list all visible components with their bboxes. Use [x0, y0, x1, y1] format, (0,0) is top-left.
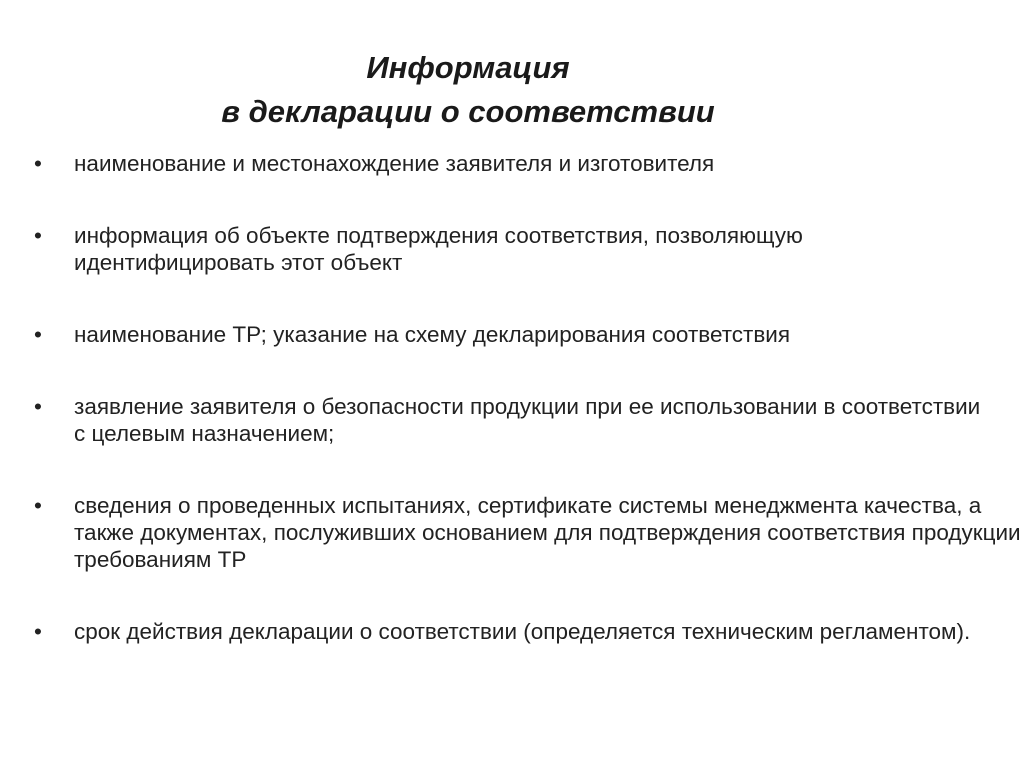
list-item [34, 321, 994, 348]
bullet-list [34, 150, 1021, 645]
list-item [34, 222, 954, 276]
list-item-text: заявление заявителя о безопасности продукции при ее использовании в соответствии с целевым назначением; [74, 394, 981, 446]
list-item-text: наименование и местонахождение заявителя и изготовителя [74, 151, 715, 176]
list-item [34, 492, 1024, 573]
bullet-icon: • [34, 223, 42, 248]
list-item [34, 393, 994, 447]
bullet-icon: • [34, 493, 42, 518]
bullet-icon: • [34, 394, 42, 419]
list-item-text: сведения о проведенных испытаниях, сертификате системы менеджмента качества, а также документах, послуживших основанием для подтверждения соответствия продукции требованиям ТР [74, 493, 1021, 572]
slide-title-line1: Информация [366, 50, 570, 85]
list-item-text: информация об объекте подтверждения соответствия, позволяющую идентифицировать этот объект [74, 223, 803, 275]
list-item [34, 150, 854, 177]
slide-title-line2: в декларации о соответствии [221, 94, 715, 129]
bullet-icon: • [34, 619, 42, 644]
bullet-icon: • [34, 151, 42, 176]
bullet-icon: • [34, 322, 42, 347]
list-item-text: наименование ТР; указание на схему декларирования соответствия [74, 322, 791, 347]
list-item-text: срок действия декларации о соответствии (определяется техническим регламентом). [74, 619, 971, 644]
list-item [34, 618, 974, 645]
